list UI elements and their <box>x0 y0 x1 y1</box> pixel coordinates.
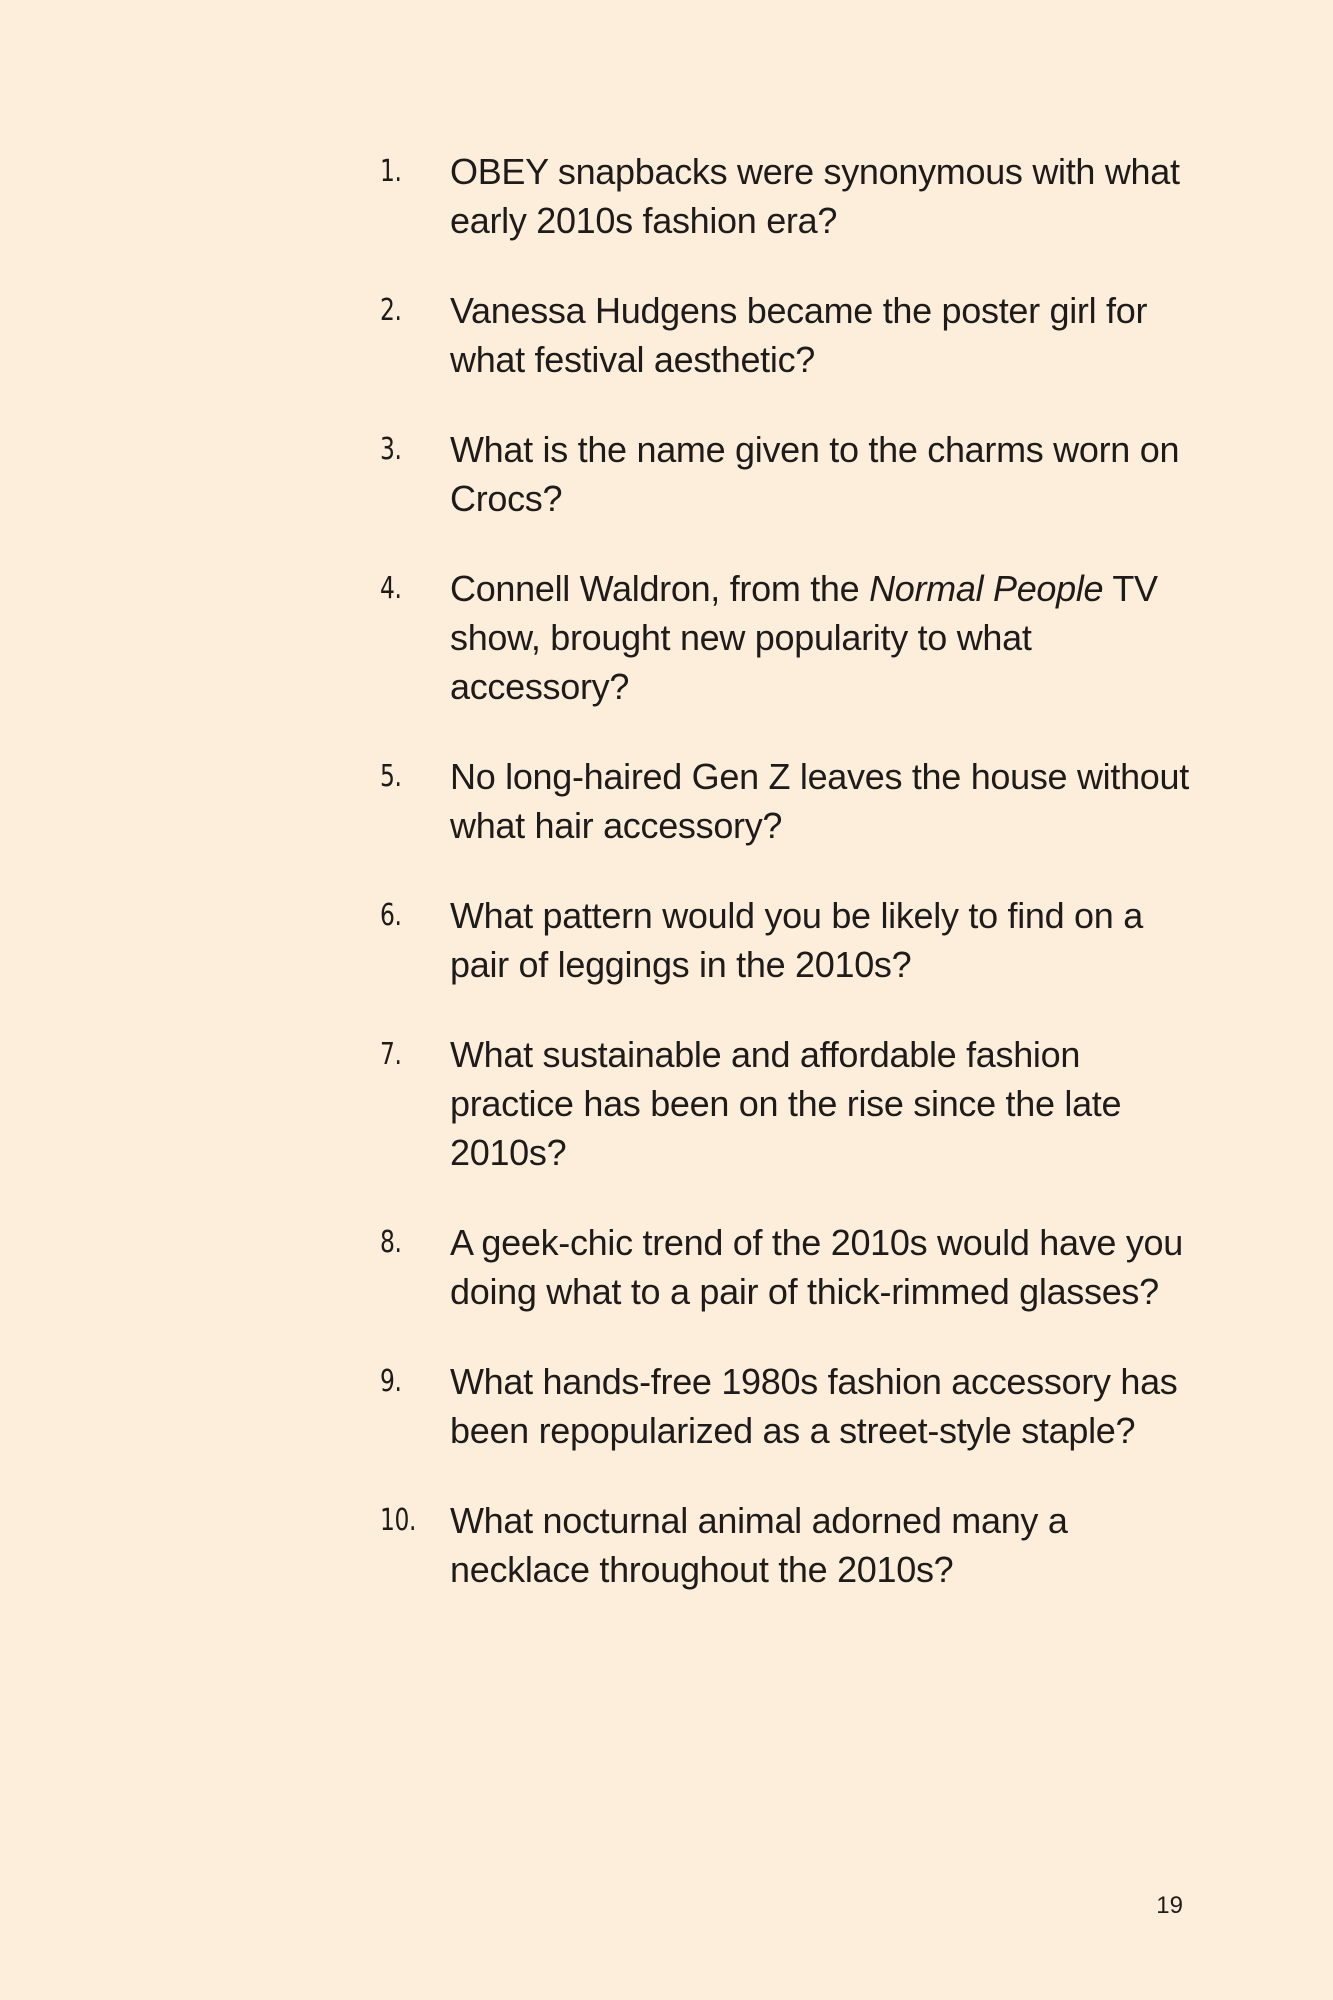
question-number: 9. <box>380 1364 402 1399</box>
show-title-italic: Normal People <box>869 568 1104 609</box>
question-number: 2. <box>380 293 402 328</box>
question-number: 1. <box>380 154 402 189</box>
question-text-start: Connell Waldron, from the <box>450 568 870 609</box>
question-text <box>450 564 1200 711</box>
question-number: 3. <box>380 432 402 467</box>
quiz-question <box>380 1030 1200 1177</box>
quiz-question <box>380 1218 1200 1316</box>
question-number: 6. <box>380 898 402 933</box>
quiz-question <box>380 891 1200 989</box>
question-text: What pattern would you be likely to find on a pair of leggings in the 2010s? <box>450 895 1143 985</box>
page-number: 19 <box>1156 1892 1183 1919</box>
quiz-question <box>380 1496 1200 1594</box>
quiz-question <box>380 564 1200 711</box>
question-text: Vanessa Hudgens became the poster girl for what festival aesthetic? <box>450 290 1148 380</box>
question-text: No long-haired Gen Z leaves the house without what hair accessory? <box>450 756 1189 846</box>
question-text-end: TV show, brought new popularity to what accessory? <box>450 568 1158 707</box>
quiz-question-list <box>380 147 1200 1635</box>
question-number: 8. <box>380 1225 402 1260</box>
question-text: OBEY snapbacks were synonymous with what early 2010s fashion era? <box>450 151 1180 241</box>
quiz-question <box>380 286 1200 384</box>
quiz-question <box>380 1357 1200 1455</box>
question-number: 5. <box>380 759 402 794</box>
quiz-question <box>380 752 1200 850</box>
question-text: What is the name given to the charms worn on Crocs? <box>450 429 1180 519</box>
question-text: What sustainable and affordable fashion practice has been on the rise since the late 2010s? <box>450 1034 1122 1173</box>
question-number: 4. <box>380 571 402 606</box>
quiz-question <box>380 425 1200 523</box>
question-text: A geek-chic trend of the 2010s would have you doing what to a pair of thick-rimmed glasses? <box>450 1222 1183 1312</box>
question-text: What hands-free 1980s fashion accessory has been repopularized as a street-style staple? <box>450 1361 1178 1451</box>
quiz-question <box>380 147 1200 245</box>
question-number: 10. <box>380 1503 417 1538</box>
question-number: 7. <box>380 1037 402 1072</box>
question-text: What nocturnal animal adorned many a necklace throughout the 2010s? <box>450 1500 1068 1590</box>
